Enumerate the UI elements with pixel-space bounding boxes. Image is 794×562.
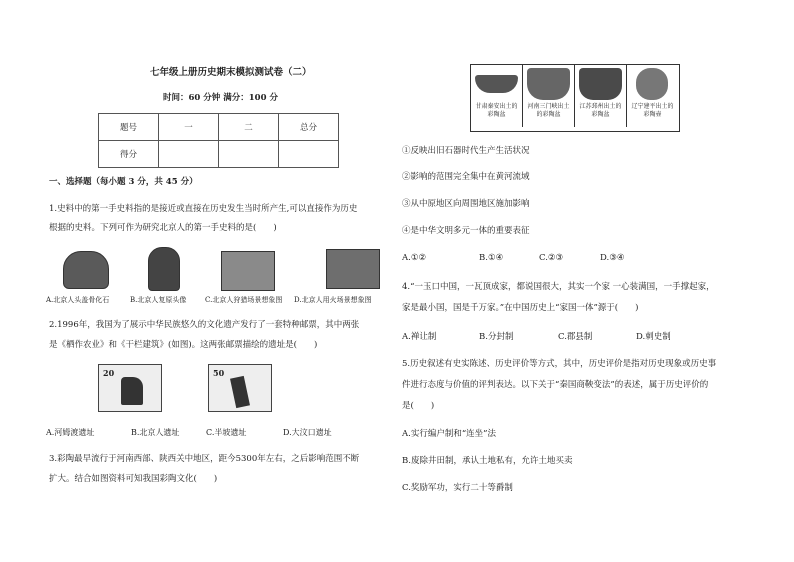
stone-tool-figure	[121, 377, 143, 405]
score-header-cell: 二	[219, 114, 279, 141]
q1-stem-line2: 根据的史料。下列可作为研究北京人的第一手史料的是( )	[49, 223, 277, 233]
q2-option-c[interactable]: C.半坡遗址	[206, 428, 247, 437]
section-heading: 一、选择题（每小题 3 分，共 45 分）	[49, 177, 198, 187]
score-input-cell[interactable]	[159, 141, 219, 168]
wooden-post-figure	[230, 376, 250, 408]
table-row	[99, 141, 339, 168]
q3-statement-2: ②影响的范围完全集中在黄河流域	[402, 172, 530, 182]
q5-stem-line1: 5.历史叙述有史实陈述、历史评价等方式，其中，历史评价是指对历史现象或历史事	[402, 359, 717, 369]
pottery-label: 河南三门峡出土的彩陶盆	[527, 103, 570, 118]
q2-option-a[interactable]: A.河姆渡遗址	[46, 428, 95, 437]
stamp-value: 50	[213, 368, 225, 378]
q3-option-a[interactable]: A.①②	[402, 253, 427, 263]
q4-stem-line2: 家是最小国，国是千万家。”在中国历史上“家国一体”源于( )	[402, 303, 639, 313]
pottery-label: 辽宁建平出土的彩陶壶	[631, 103, 674, 118]
painted-basin-image	[527, 68, 570, 100]
farming-stamp	[98, 364, 162, 412]
q1-option-a[interactable]: A.北京人头盖骨化石	[46, 296, 110, 304]
exam-meta: 时间：60 分钟 满分：100 分	[163, 93, 278, 103]
score-input-cell[interactable]	[219, 141, 279, 168]
q3-option-c[interactable]: C.②③	[539, 253, 564, 263]
q5-option-b[interactable]: B.废除井田制，承认土地私有，允许土地买卖	[402, 456, 573, 466]
q3-statement-4: ④是中华文明多元一体的重要表征	[402, 226, 530, 236]
q2-stem-line1: 2.1996年，我国为了展示中华民族悠久的文化遗产发行了一套特种邮票，其中两张	[49, 320, 360, 330]
q5-option-a[interactable]: A.实行编户制和“连坐”法	[402, 429, 497, 439]
pottery-cell	[523, 65, 575, 127]
q1-option-d[interactable]: D.北京人用火场景想象图	[294, 296, 372, 304]
q5-stem-line3: 是( )	[402, 401, 435, 411]
table-row	[99, 114, 339, 141]
skull-fossil-photo	[63, 251, 109, 289]
q2-stem-line2: 是《栖作农业》和《干栏建筑》(如图)。这两张邮票描绘的遗址是( )	[49, 340, 318, 350]
q1-option-c[interactable]: C.北京人狩猎场景想象图	[205, 296, 283, 304]
q3-option-d[interactable]: D.③④	[600, 253, 625, 263]
q3-statement-3: ③从中原地区向周围地区施加影响	[402, 199, 530, 209]
painted-basin-image	[579, 68, 622, 100]
q3-option-b[interactable]: B.①④	[479, 253, 504, 263]
pottery-figure	[470, 64, 680, 132]
painted-pot-image	[636, 68, 668, 100]
score-input-cell[interactable]	[279, 141, 339, 168]
bust-reconstruction-photo	[148, 247, 180, 291]
score-header-cell: 题号	[99, 114, 159, 141]
score-table	[98, 113, 339, 168]
pottery-cell	[627, 65, 678, 127]
pottery-label: 江苏邳州出土的彩陶盆	[579, 103, 622, 118]
pottery-label: 甘肃秦安出土的彩陶盆	[475, 103, 518, 118]
q5-stem-line2: 件进行态度与价值的评判表达。以下关于“秦国商鞅变法”的表述，属于历史评价的	[402, 380, 709, 390]
hunting-scene-picture	[221, 251, 275, 291]
q4-option-a[interactable]: A.禅让制	[402, 332, 437, 342]
q1-stem-line1: 1.史料中的第一手史料指的是接近或直接在历史发生当时所产生,可以直接作为历史	[49, 204, 358, 214]
painted-basin-image	[475, 75, 518, 93]
q2-option-b[interactable]: B.北京人遗址	[131, 428, 180, 437]
score-header-cell: 总分	[279, 114, 339, 141]
q2-option-d[interactable]: D.大汶口遗址	[283, 428, 332, 437]
stamp-value: 20	[103, 368, 115, 378]
page-title: 七年级上册历史期末模拟测试卷（二）	[150, 67, 312, 78]
fire-scene-picture	[326, 249, 380, 289]
stilt-house-stamp	[208, 364, 272, 412]
q3-stem-line1: 3.彩陶最早流行于河南西部、陕西关中地区，距今5300年左右，之后影响范围不断	[49, 454, 360, 464]
q4-option-d[interactable]: D.刺史制	[636, 332, 671, 342]
pottery-cell	[471, 65, 523, 127]
pottery-cell	[575, 65, 627, 127]
score-row-label: 得分	[99, 141, 159, 168]
q4-stem-line1: 4.“一玉口中国，一瓦顶成家，都说国很大，其实一个家 一心装满国，一手撑起家，	[402, 282, 715, 292]
q3-statement-1: ①反映出旧石器时代生产生活状况	[402, 146, 530, 156]
q1-option-b[interactable]: B.北京人复原头像	[130, 296, 187, 304]
q3-stem-line2: 扩大。结合如图资料可知我国彩陶文化( )	[49, 474, 218, 484]
q4-option-c[interactable]: C.郡县制	[558, 332, 593, 342]
score-header-cell: 一	[159, 114, 219, 141]
q4-option-b[interactable]: B.分封制	[479, 332, 514, 342]
q5-option-c[interactable]: C.奖励军功，实行二十等爵制	[402, 483, 513, 493]
